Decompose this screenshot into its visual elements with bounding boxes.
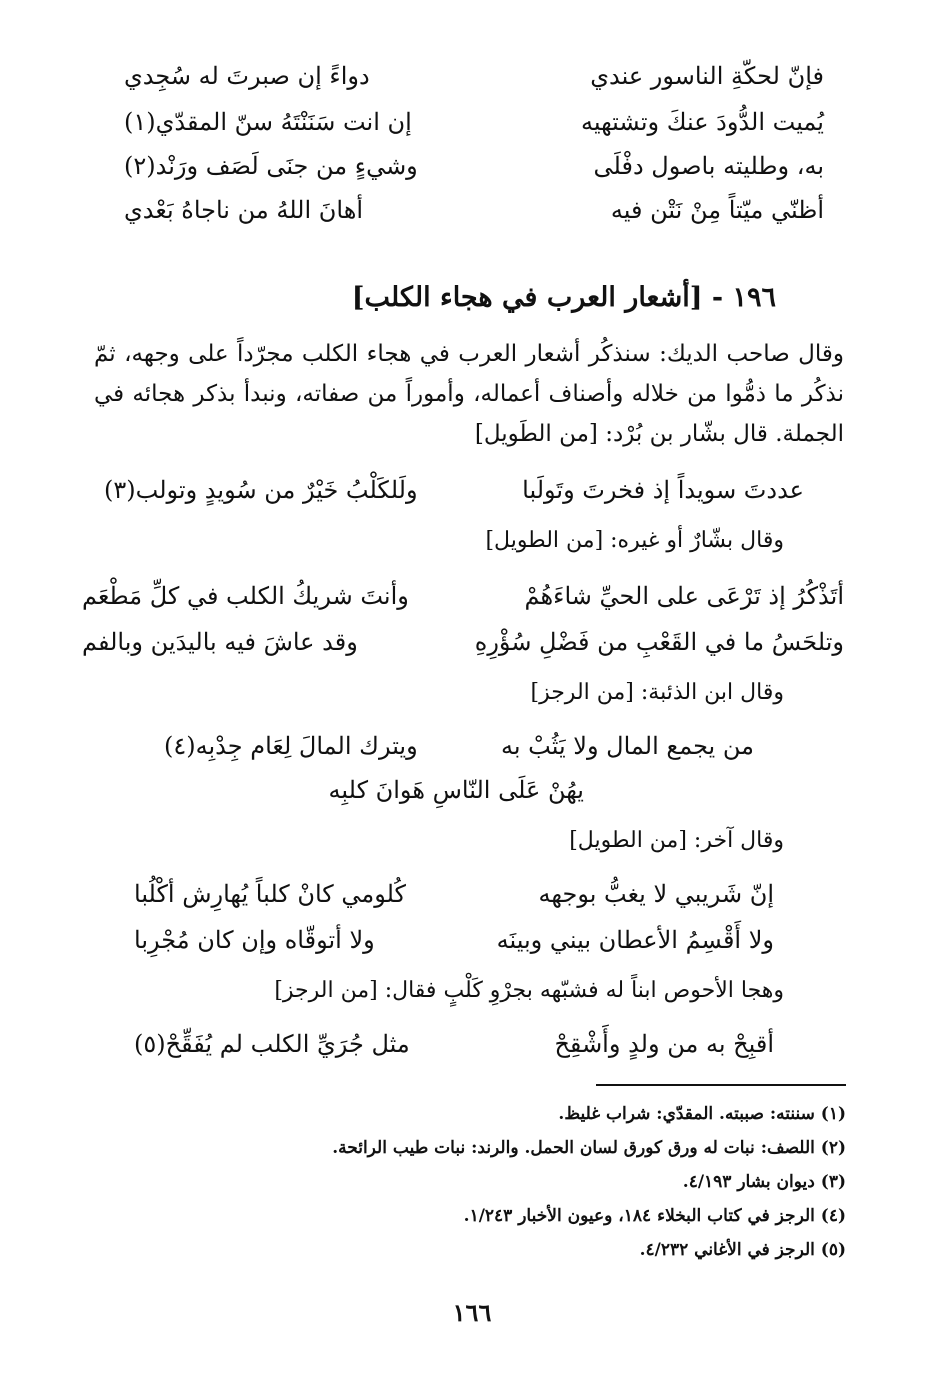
hemistich-first: فإنّ لحكّةِ الناسور عندي — [590, 62, 824, 90]
hemistich-second: دواءً إن صبرتَ له سُجِدي — [124, 62, 370, 90]
hemistich-second: مثل جُرَيِّ الكلب لم يُفَقِّحْ(٥) — [134, 1030, 410, 1058]
intro-ibn-dhiba: وقال ابن الذئبة: [من الرجز] — [530, 680, 784, 705]
intro-ahwas: وهجا الأحوص ابناً له فشبّهه بجرْوِ كَلْبٍ فقال: [من الرجز] — [274, 978, 784, 1003]
poem1-verse-3 — [124, 148, 824, 184]
bashar-verse — [104, 472, 804, 508]
hemistich-second: ولا أتوقّاه وإن كان مُجْرِبا — [134, 926, 375, 954]
intro-bashar-2: وقال بشّارٌ أو غيره: [من الطويل] — [485, 528, 784, 553]
hemistich-first: من يجمع المال ولا يَثُبْ به — [500, 732, 754, 760]
poem2-verse-2 — [82, 624, 844, 660]
hemistich-second: وقد عاشَ فيه باليدَين وبالفم — [82, 628, 358, 656]
poem1-verse-1 — [124, 58, 824, 94]
hemistich-first: به، وطليته باصول دفْلَى — [593, 152, 824, 180]
footnote-3: (٣) ديوان بشار ٤/١٩٣. — [682, 1172, 846, 1192]
hemistich-first: إنّ شَريبي لا يغبُّ بوجهه — [538, 880, 774, 908]
poem3-verse-1 — [134, 876, 774, 912]
hemistich-second: ولَلكَلْبُ خَيْرٌ من سُويدٍ وتولب(٣) — [104, 476, 418, 504]
intro-akhar: وقال آخر: [من الطويل] — [569, 828, 784, 853]
footnote-divider — [596, 1084, 846, 1086]
footnote-1: (١) سننته: صببته. المقدّي: شراب غليظ. — [558, 1104, 846, 1124]
hemistich-second: كُلومي كانْ كلباً يُهارِش أكْلُبا — [134, 880, 406, 908]
hemistich-second: ويترك المالَ لِعَام جِدْبِه(٤) — [164, 732, 418, 760]
hemistich-second: أهانَ اللهُ من ناجاهُ بَعْدي — [124, 196, 364, 224]
hemistich-second: إن انت سَنَنْتَهُ سنّ المقدّي(١) — [124, 108, 412, 136]
poem1-verse-4 — [124, 192, 824, 228]
poem1-verse-2 — [124, 104, 824, 140]
footnote-4: (٤) الرجز في كتاب البخلاء ١٨٤، وعيون الأخبار ١/٢٤٣. — [463, 1206, 846, 1226]
hemistich-first: عددتَ سويداً إذ فخرتَ وتَولَبا — [522, 476, 804, 504]
rajaz2-verse — [134, 1026, 774, 1062]
hemistich-first: أقبِحْ به من ولدٍ وأَشْقِحْ — [554, 1030, 774, 1058]
rajaz1-tail: يهُنْ عَلَى النّاسِ هَوانَ كلبِه — [328, 776, 584, 804]
intro-paragraph: وقال صاحب الديك: سنذكُر أشعار العرب في هجاء الكلب مجرّداً على وجهه، ثمّ نذكُر ما ذمُّوا من خلاله وأصناف أعماله، وأموراً من صفاته، ونبدأ بذكر هجائه في الجملة. قال بشّار بن بُرْد: [من الطَويل] — [94, 341, 844, 447]
poem3-verse-2 — [134, 922, 774, 958]
poem2-verse-1 — [82, 578, 844, 614]
hemistich-first: ولا أَقْسِمُ الأعطان بيني وبينَه — [496, 926, 774, 954]
hemistich-first: يُميت الدُّودَ عنكَ وتشتهيه — [581, 108, 824, 136]
rajaz1-verse — [164, 728, 754, 764]
footnote-5: (٥) الرجز في الأغاني ٤/٢٣٢. — [639, 1240, 846, 1260]
hemistich-first: أظنّي ميّتاً مِنْ نَتْن فيه — [610, 196, 824, 224]
hemistich-second: وأنتَ شريكُ الكلب في كلِّ مَطْعَم — [82, 582, 409, 610]
hemistich-first: أتَذْكُرُ إذ تَرْعَى على الحيِّ شاءَهُمْ — [524, 582, 844, 610]
section-heading: ١٩٦ - [أشعار العرب في هجاء الكلب] — [351, 282, 776, 313]
footnote-2: (٢) اللصف: نبات له ورق كورق لسان الحمل. والرند: نبات طيب الرائحة. — [332, 1138, 846, 1158]
hemistich-first: وتلحَسُ ما في القَعْبِ من فَضْلِ سُؤْرِهِ — [474, 628, 844, 656]
page-number: ١٦٦ — [452, 1298, 492, 1327]
hemistich-second: وشيءٍ من جنَى لَصَف ورَنْد(٢) — [124, 152, 418, 180]
